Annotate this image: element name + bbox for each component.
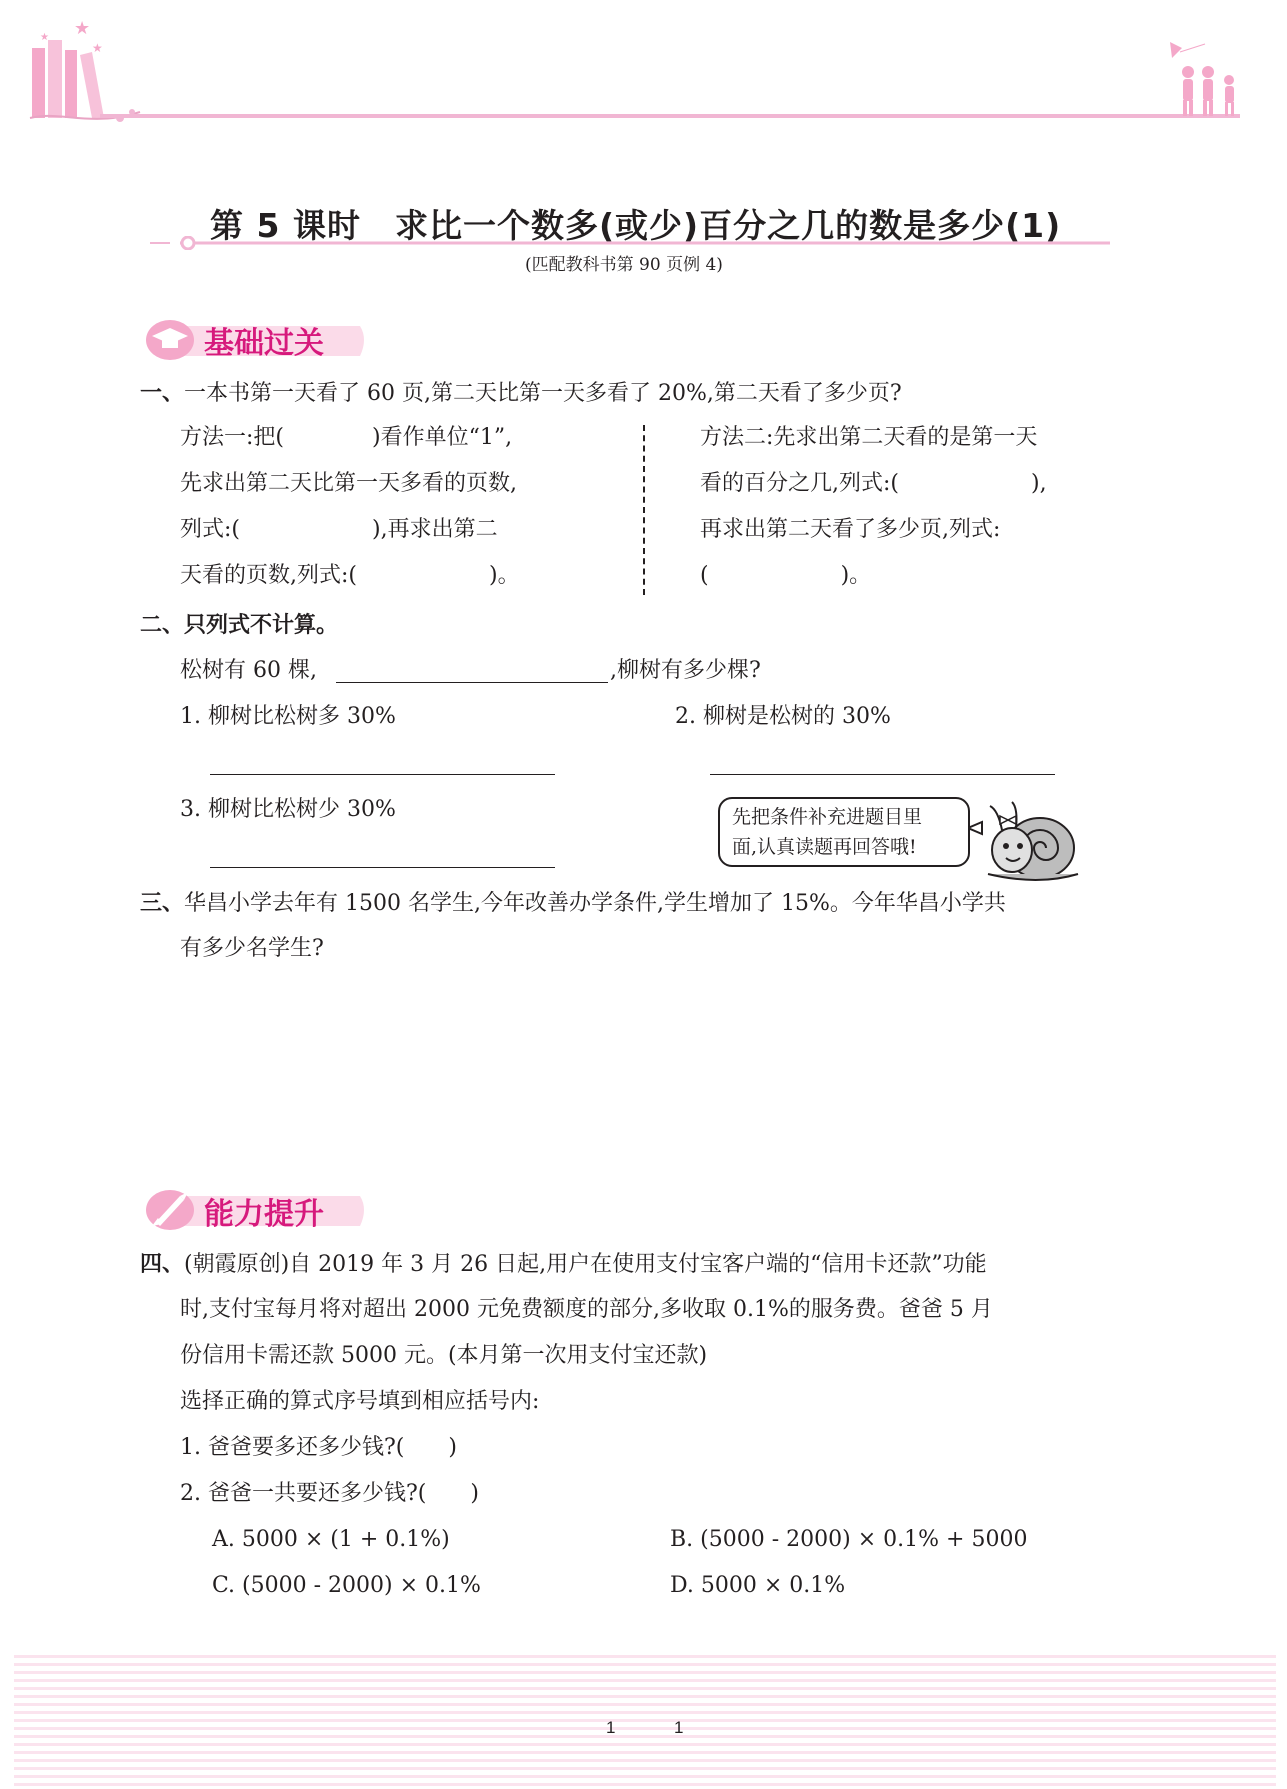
q2-item1: 1. 柳树比松树多 30% — [180, 704, 396, 729]
books-logo-icon — [30, 18, 140, 122]
q4-sub1: 1. 爸爸要多还多少钱?( ) — [180, 1435, 457, 1460]
header-decoration — [0, 0, 1287, 140]
q2-condition-blank[interactable] — [336, 682, 608, 683]
q4-option-d: D. 5000 × 0.1% — [670, 1573, 846, 1598]
q1-number: 一、 — [140, 380, 185, 406]
q4-line2: 时,支付宝每月将对超出 2000 元免费额度的部分,多收取 0.1%的服务费。爸爸 5 月 — [180, 1297, 993, 1322]
snail-icon — [968, 790, 1088, 886]
q2-item1-answer-blank[interactable] — [210, 774, 555, 775]
q4-option-b: B. (5000 - 2000) × 0.1% + 5000 — [670, 1527, 1028, 1552]
hint-speech-bubble — [718, 797, 970, 867]
hint-line2: 面,认真读题再回答哦! — [732, 836, 917, 858]
section-basic-label: 基础过关 — [204, 326, 324, 361]
q4-line1: (朝霞原创)自 2019 年 3 月 26 日起,用户在使用支付宝客户端的“信用卡还款”功能 — [184, 1252, 987, 1277]
svg-text:★: ★ — [40, 32, 49, 43]
q2-item2-answer-blank[interactable] — [710, 774, 1055, 775]
q4-option-a: A. 5000 × (1 + 0.1%) — [212, 1527, 450, 1552]
svg-text:★: ★ — [92, 41, 103, 55]
q1-method2-line3: 再求出第二天看了多少页,列式: — [700, 517, 1001, 542]
q2-item2: 2. 柳树是松树的 30% — [675, 704, 891, 729]
q1-text: 一本书第一天看了 60 页,第二天比第一天多看了 20%,第二天看了多少页? — [184, 381, 902, 406]
q1-method1-line2: 先求出第二天比第一天多看的页数, — [180, 471, 517, 496]
section-advanced-label: 能力提升 — [204, 1197, 324, 1232]
q1-method2-line1: 方法二:先求出第二天看的是第一天 — [700, 425, 1038, 450]
q3-line2: 有多少名学生? — [180, 936, 324, 961]
q1-method1-line4: 天看的页数,列式:( )。 — [180, 563, 520, 588]
q2-condition-prefix: 松树有 60 棵, — [180, 658, 317, 683]
q3-answer-area[interactable] — [180, 975, 1110, 1165]
q1-method1-line1: 方法一:把( )看作单位“1”, — [180, 425, 513, 450]
hint-line1: 先把条件补充进题目里 — [732, 806, 923, 828]
q3-prompt — [140, 888, 1006, 919]
q4-number: 四、 — [140, 1251, 185, 1277]
q1-method2-line4: ( )。 — [700, 563, 872, 588]
q3-number: 三、 — [140, 890, 185, 916]
footer-band — [14, 1655, 1276, 1789]
q2-prompt — [140, 610, 338, 641]
q1-method1-line3: 列式:( ),再求出第二 — [180, 517, 498, 542]
q2-item3-answer-blank[interactable] — [210, 867, 555, 868]
title-underline — [150, 236, 1110, 250]
q2-text: 只列式不计算。 — [184, 612, 339, 638]
q2-item3: 3. 柳树比松树少 30% — [180, 797, 396, 822]
q4-option-c: C. (5000 - 2000) × 0.1% — [212, 1573, 481, 1598]
q3-line1: 华昌小学去年有 1500 名学生,今年改善办学条件,学生增加了 15%。今年华昌小学共 — [184, 891, 1006, 916]
q2-number: 二、 — [140, 612, 185, 638]
q1-prompt — [140, 378, 902, 409]
q2-condition-suffix: ,柳树有多少棵? — [610, 658, 761, 683]
q4-line3: 份信用卡需还款 5000 元。(本月第一次用支付宝还款) — [180, 1343, 708, 1368]
q4-line4: 选择正确的算式序号填到相应括号内: — [180, 1389, 540, 1414]
lesson-subtitle: (匹配教科书第 90 页例 4) — [525, 255, 723, 275]
svg-text:★: ★ — [74, 18, 91, 39]
q1-method2-line2: 看的百分之几,列式:( ), — [700, 471, 1047, 496]
children-kite-icon — [1170, 42, 1234, 116]
q4-prompt — [140, 1249, 987, 1280]
lesson-title: 第 5 课时 求比一个数多(或少)百分之几的数是多少(1) — [210, 206, 1062, 245]
page-number-left: 1 — [606, 1718, 616, 1737]
page-number-right: 1 — [674, 1718, 684, 1737]
method-divider — [643, 425, 645, 595]
q4-sub2: 2. 爸爸一共要还多少钱?( ) — [180, 1481, 479, 1506]
